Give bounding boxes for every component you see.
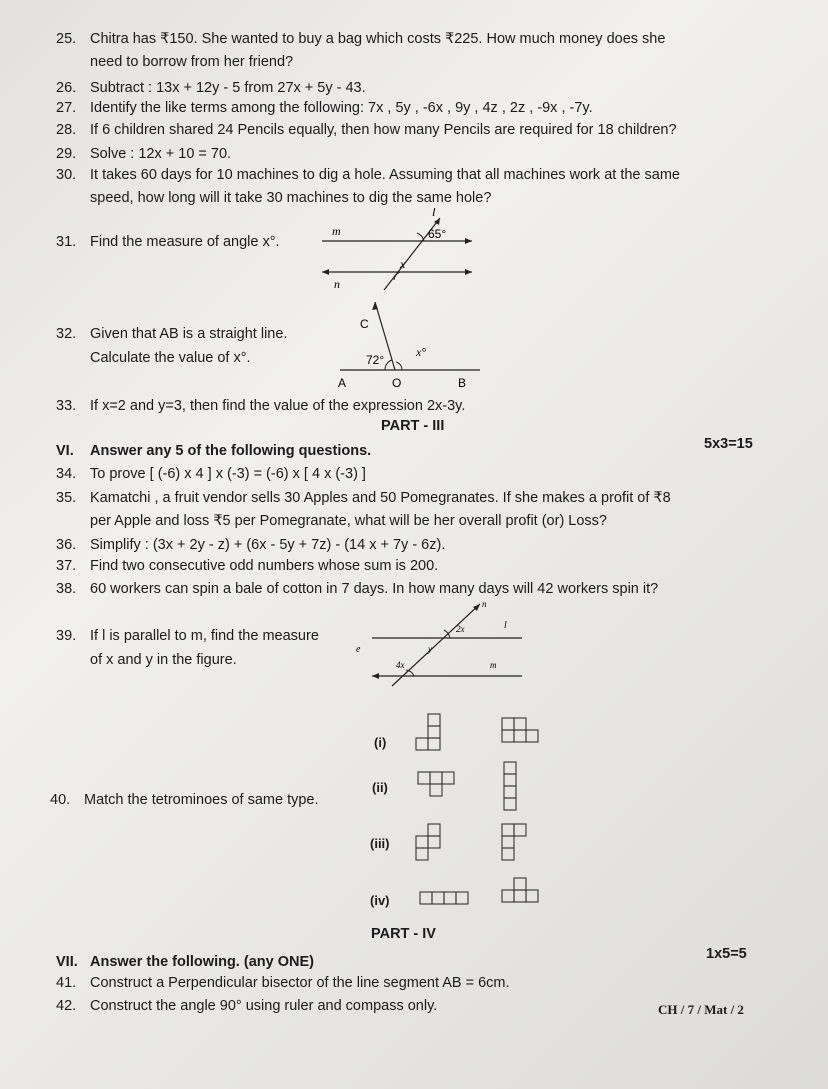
label-m: m [490,660,497,670]
tetro-label-iii: (iii) [370,836,390,851]
q26: 26. Subtract : 13x + 12y - 5 from 27x + 5y - 43. [56,80,366,96]
label-xdeg: x° [416,345,427,359]
q38: 38. 60 workers can spin a bale of cotton in 7 days. In how many days will 42 workers spin it? [56,581,659,597]
label-a: A [338,376,347,390]
q25-line1: 25. Chitra has ₹150. She wanted to buy a bag which costs ₹225. How much money does she [56,31,666,47]
paper-code: CH / 7 / Mat / 2 [658,1002,744,1017]
q25-line2: need to borrow from her friend? [90,54,294,70]
q31: 31. Find the measure of angle x°. [56,234,280,250]
part4-instruction: VII. Answer the following. (any ONE) [56,954,314,970]
q27: 27. Identify the like terms among the following: 7x , 5y , -6x , 9y , 4z , 2z , -9x , -7y. [56,100,593,116]
label-y: y [428,644,432,654]
label-m: m [332,224,341,238]
q30-line2: speed, how long will it take 30 machines to dig the same hole? [90,190,492,206]
label-x: x [400,257,406,271]
label-n: n [334,277,340,291]
tetro-label-i: (i) [374,735,387,750]
q37: 37. Find two consecutive odd numbers whose sum is 200. [56,558,439,574]
q34: 34. To prove [ (-6) x 4 ] x (-3) = (-6) x [ 4 x (-3) ] [56,466,366,482]
part3-title: PART - III [381,418,445,434]
label-o: O [392,376,402,390]
part3-instruction: VI. Answer any 5 of the following questions. [56,443,372,459]
part4-marks: 1x5=5 [706,946,747,962]
label-l: l [432,208,436,219]
label-e: e [356,644,361,655]
figure-32-straight-line [330,298,490,393]
label-2x: 2x [456,624,465,634]
label-65: 65° [428,227,447,241]
part4-title: PART - IV [371,926,436,942]
q30-line1: 30. It takes 60 days for 10 machines to dig a hole. Assuming that all machines work at the same [56,167,680,183]
q35-line1: 35. Kamatchi , a fruit vendor sells 30 Apples and 50 Pomegranates. If she makes a profit of ₹8 [56,490,671,506]
q36: 36. Simplify : (3x + 2y - z) + (6x - 5y + 7z) - (14 x + 7y - 6z). [56,537,446,553]
q40: 40. Match the tetrominoes of same type. [50,792,319,808]
tetro-label-iv: (iv) [370,893,390,908]
q39-line2: of x and y in the figure. [90,652,237,668]
q28: 28. If 6 children shared 24 Pencils equally, then how many Pencils are required for 18 children? [56,122,677,138]
q32-line2: Calculate the value of x°. [90,350,251,366]
tetrominoes-right-column [496,712,556,912]
label-l: l [504,620,507,631]
q39-line1: 39. If l is parallel to m, find the measure [56,628,319,644]
q42: 42. Construct the angle 90° using ruler and compass only. [56,998,438,1014]
q33: 33. If x=2 and y=3, then find the value of the expression 2x-3y. [56,398,466,414]
q41: 41. Construct a Perpendicular bisector of the line segment AB = 6cm. [56,975,510,991]
q35-line2: per Apple and loss ₹5 per Pomegranate, what will be her overall profit (or) Loss? [90,513,607,529]
label-4x: 4x [396,660,405,670]
part3-marks: 5x3=15 [704,436,753,452]
label-n: n [482,599,487,609]
q29: 29. Solve : 12x + 10 = 70. [56,146,232,162]
tetrominoes-left-column [414,712,474,912]
transversal-n [392,604,480,686]
label-b: B [458,376,467,390]
label-72: 72° [366,353,385,367]
figure-39-parallel-lines [352,598,532,688]
label-c: C [360,317,369,331]
figure-31-parallel-lines [312,208,492,298]
q32-line1: 32. Given that AB is a straight line. [56,326,288,342]
tetro-label-ii: (ii) [372,780,388,795]
